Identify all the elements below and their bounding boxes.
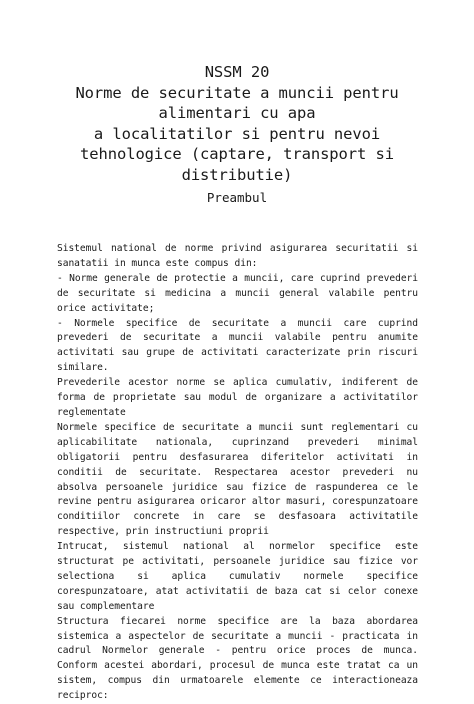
paragraph: Prevederile acestor norme se aplica cumulativ, indiferent de forma de proprietate sau modul de organizare a activitatilor reglementate xyxy=(57,377,418,418)
title-line: a localitatilor si pentru nevoi xyxy=(93,124,381,143)
paragraph: Intrucat, sistemul national al normelor specifice este structurat pe activitati, persoanele juridice sau fizice vor selectiona si aplica cumulativ normele specifice corespunzatoare, atat activitatii de baza cat si celor conexe sau complementare xyxy=(57,541,418,612)
paragraph: - Norme generale de protectie a muncii, care cuprind prevederi de securitate si medicina a muncii general valabile pentru orice activitate; xyxy=(57,272,418,314)
title-line: Norme de securitate a muncii pentru xyxy=(75,83,399,102)
title-line: distributie) xyxy=(181,165,293,184)
title-line: alimentari cu apa xyxy=(158,104,316,122)
document-title xyxy=(40,62,434,185)
paragraph: Structura fiecarei norme specifice are la baza abordarea sistemica a aspectelor de securitate a muncii - practicata in cadrul Normelor generale - pentru orice proces de munca. Conform acestei abordari, procesul de munca este tratat ca un sistem, compus din urmatoarele elemente ce interactioneaza reciproc: xyxy=(57,615,418,702)
document-body xyxy=(57,242,418,704)
title-line: NSSM 20 xyxy=(204,63,270,81)
section-heading: Preambul xyxy=(206,190,268,205)
title-line: tehnologice (captare, transport si xyxy=(80,145,394,163)
paragraph: Normele specifice de securitate a muncii sunt reglementari cu aplicabilitate nationala, cuprinzand prevederi minimal obligatorii pentru desfasurarea diferitelor activitati in conditii de securitate. Respectarea acestor prevederi nu absolva persoanele juridice sau fizice de raspunderea ce le revine pentru asigurarea oricaror altor masuri, corespunzatoare conditiilor concrete in care se desfasoara activitatile respective, prin instructiuni proprii xyxy=(57,421,418,538)
paragraph: - Normele specifice de securitate a muncii care cuprind prevederi de securitate a muncii valabile pentru anumite activitati sau grupe de activitati caracterizate prin riscuri similare. xyxy=(57,317,418,374)
paragraph: Sistemul national de norme privind asigurarea securitatii si sanatatii in munca este compus din: xyxy=(57,243,418,269)
